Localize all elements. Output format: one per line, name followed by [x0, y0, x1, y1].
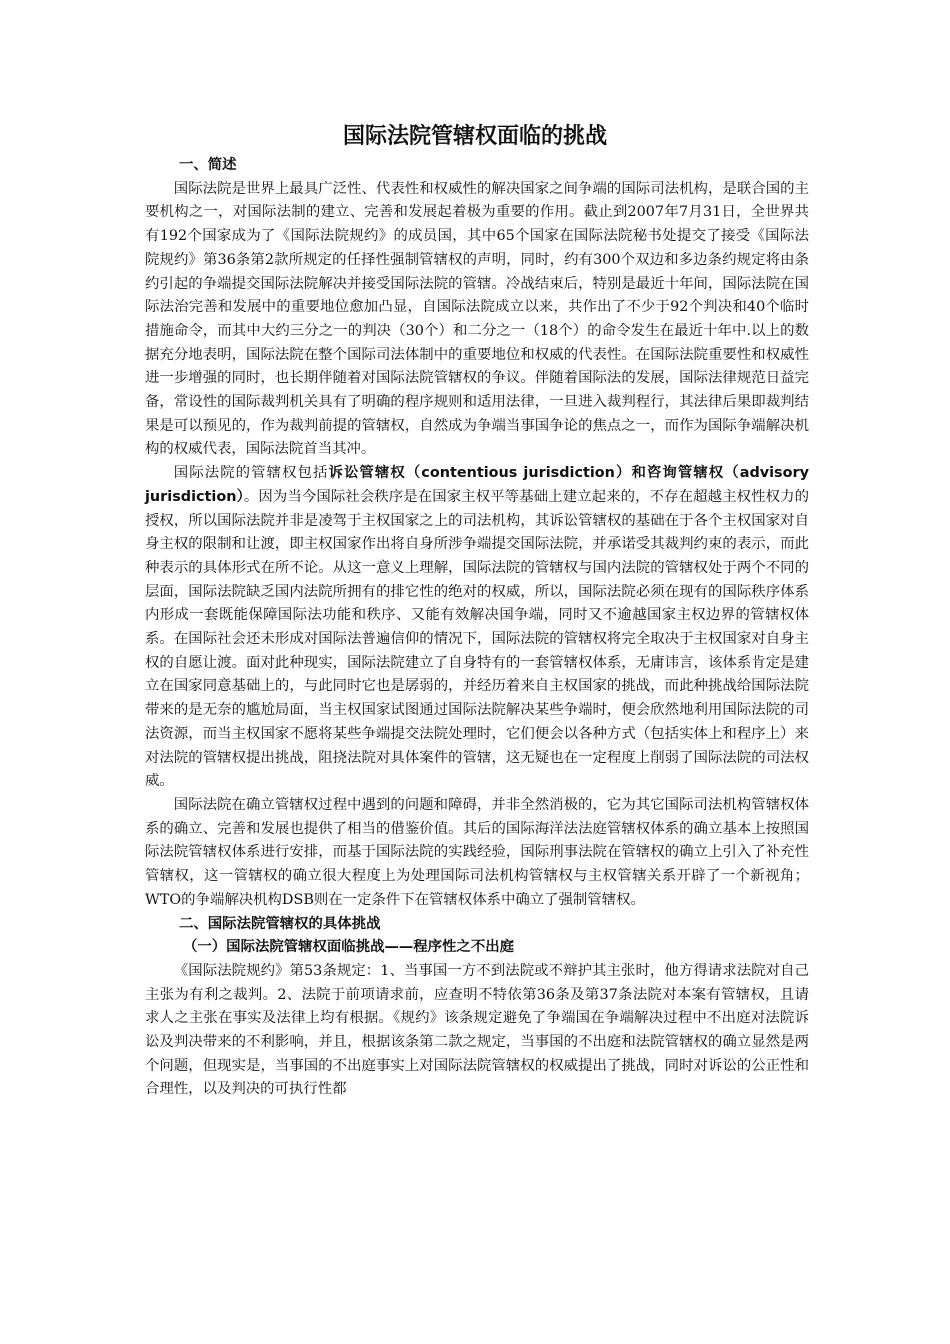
document-body — [145, 154, 809, 1102]
paragraph-article-53: 《国际法院规约》第53条规定：1、当事国一方不到法院或不辩护其主张时，他方得请求法院对自己主张为有利之裁判。2、法院于前项请求前，应查明不特依第36条及第37条法院对本案有管辖权，且请求人之主张在事实及法律上均有根据。《规约》该条规定避免了争端国在争端解决过程中不出庭对法院诉讼及判决带来的不利影响，并且，根据该条第二款之规定，当事国的不出庭和法院管辖权的确立显然是两个问题，但现实是，当事国的不出庭事实上对国际法院管辖权的权威提出了挑战，同时对诉讼的公正性和合理性，以及判决的可执行性都 — [145, 962, 809, 1098]
paragraph-jurisdiction-rest: 。因为当今国际社会秩序是在国家主权平等基础上建立起来的，不存在超越主权性权力的授权，所以国际法院并非是凌驾于主权国家之上的司法机构，其诉讼管辖权的基础在于各个主权国家对自身主权的限制和让渡，即主权国家作出将自身所涉争端提交国际法院，并承诺受其裁判约束的表示，而此种表示的具体形式在所不论。从这一意义上理解，国际法院的管辖权与国内法院的管辖权处于两个不同的层面，国际法院缺乏国内法院所拥有的排它性的绝对的权威，所以，国际法院必须在现有的国际秩序体系内形成一套既能保障国际法功能和秩序、又能有效解决国争端，同时又不逾越国家主权边界的管辖权体系。在国际社会还未形成对国际法普遍信仰的情况下，国际法院的管辖权将完全取决于主权国家对自身主权的自愿让渡。面对此种现实，国际法院建立了自身特有的一套管辖权体系，无庸讳言，该体系肯定是建立在国家同意基础上的，与此同时它也是孱弱的，并经历着来自主权国家的挑战，而此种挑战给国际法院带来的是无奈的尴尬局面，当主权国家试图通过国际法院解决某些争端时，便会欣然地利用国际法院的司法资源，而当主权国家不愿将某些争端提交法院处理时，它们便会以各种方式（包括实体上和程序上）来对法院的管辖权提出挑战，阻挠法院对具体案件的管辖，这无疑也在一定程度上削弱了国际法院的司法权威。 — [145, 488, 809, 790]
paragraph-reference-value: 国际法院在确立管辖权过程中遇到的问题和障碍，并非全然消极的，它为其它国际司法机构管辖权体系的确立、完善和发展也提供了相当的借鉴价值。其后的国际海洋法法庭管辖权体系的确立基本上按照国际法院管辖权体系进行安排，而基于国际法院的实践经验，国际刑事法院在管辖权的确立上引入了补充性管辖权，这一管辖权的确立很大程度上为处理国际司法机构管辖权与主权管辖关系开辟了一个新视角；WTO的争端解决机构DSB则在一定条件下在管辖权体系中确立了强制管辖权。 — [145, 796, 809, 908]
section-heading-overview: 一、简述 — [179, 157, 237, 173]
subsection-heading-non-appearance: （一）国际法院管辖权面临挑战——程序性之不出庭 — [183, 939, 514, 956]
paragraph-intro: 国际法院是世界上最具广泛性、代表性和权威性的解决国家之间争端的国际司法机构，是联合国的主要机构之一，对国际法制的建立、完善和发展起着极为重要的作用。截止到2007年7月31日，全世界共有192个国家成为了《国际法院规约》的成员国，其中65个国家在国际法院秘书处提交了接受《国际法院规约》第36条第2款所规定的任择性强制管辖权的声明，同时，约有300个双边和多边条约规定将由条约引起的争端提交国际法院解决并接受国际法院的管辖。冷战结束后，特别是最近十年间，国际法院在国际法治完善和发展中的重要地位愈加凸显，自国际法院成立以来，共作出了不少于92个判决和40个临时措施命令，而其中大约三分之一的判决（30个）和二分之一（18个）的命令发生在最近十年中.以上的数据充分地表明，国际法院在整个国际司法体制中的重要地位和权威的代表性。在国际法院重要性和权威性进一步增强的同时，也长期伴随着对国际法院管辖权的争议。伴随着国际法的发展，国际法律规范日益完备，常设性的国际裁判机关具有了明确的程序规则和适用法律，一旦进入裁判程行，其法律后果即裁判结果是可以预见的，作为裁判前提的管辖权，自然成为争端当事国争论的焦点之一，而作为国际争端解决机构的权威代表，国际法院首当其冲。 — [145, 180, 809, 458]
paragraph-jurisdiction-types — [145, 462, 809, 794]
paragraph-jurisdiction-lead: 国际法院的管辖权包括 — [173, 465, 329, 482]
jurisdiction-types-bold: 诉讼管辖权（contentious jurisdiction）和咨询管辖权（advisory jurisdiction） — [145, 465, 809, 505]
document-title: 国际法院管辖权面临的挑战 — [342, 124, 607, 149]
section-heading-challenges: 二、国际法院管辖权的具体挑战 — [179, 915, 381, 932]
